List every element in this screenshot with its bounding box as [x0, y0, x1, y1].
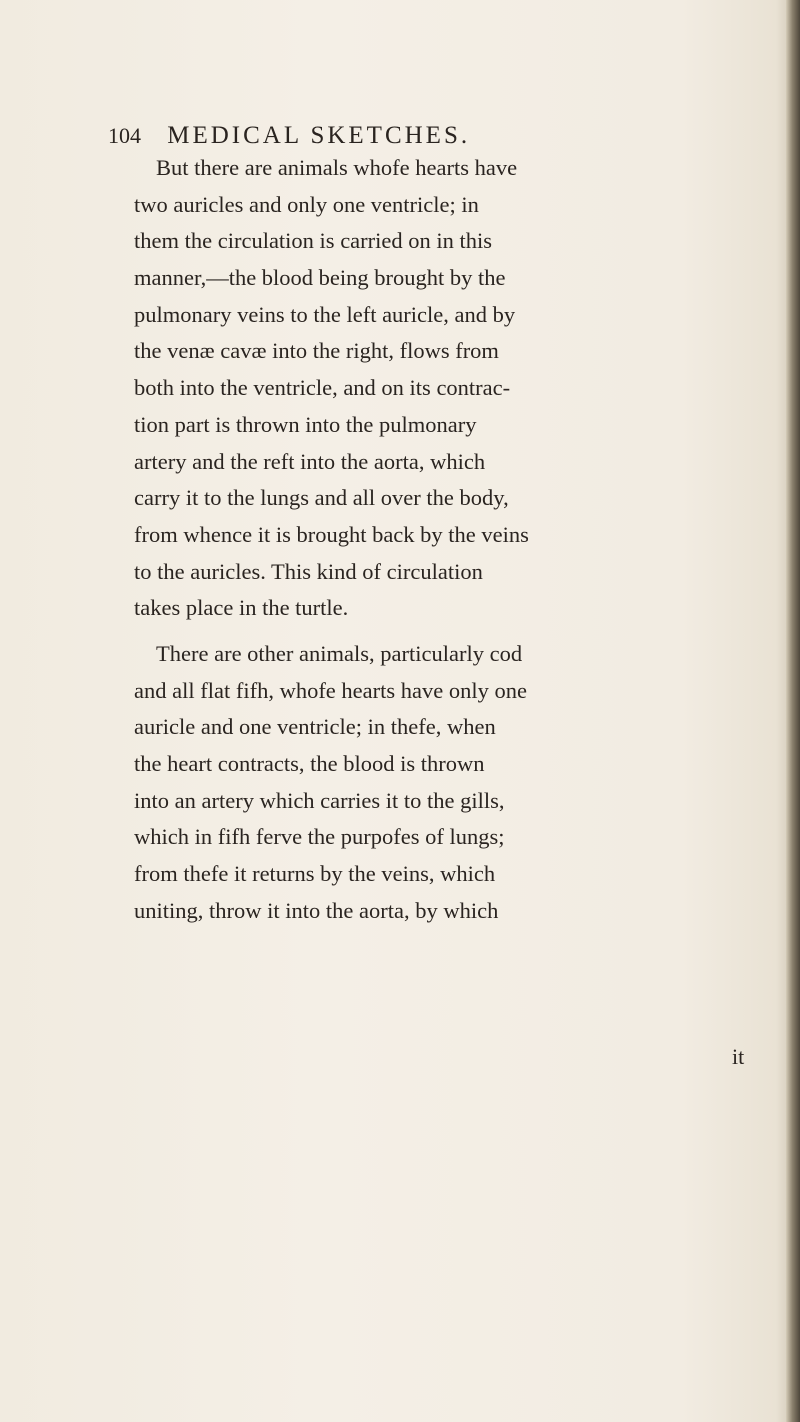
text-line: two auricles and only one ventricle; in [134, 191, 479, 217]
text-line: tion part is thrown into the pulmonary [134, 411, 477, 437]
text-line: manner,—the blood being brought by the [134, 265, 506, 291]
page-number: 104 [108, 123, 141, 148]
text-line: both into the ventricle, and on its contrac- [134, 375, 511, 401]
text-line: into an artery which carries it to the gills, [134, 787, 505, 813]
text-line: uniting, throw it into the aorta, by which [134, 897, 499, 923]
text-line: There are other animals, particularly cod [156, 641, 523, 666]
text-line: takes place in the turtle. [134, 595, 349, 621]
text-line: which in fifh ferve the purpofes of lungs; [134, 824, 505, 850]
text-line: from whence it is brought back by the veins [134, 521, 529, 547]
text-line: the heart contracts, the blood is thrown [134, 751, 485, 777]
text-line: auricle and one ventricle; in thefe, when [134, 714, 496, 740]
text-line: to the auricles. This kind of circulation [134, 558, 483, 584]
text-line: and all flat fifh, whofe hearts have only one [134, 677, 527, 703]
text-line: carry it to the lungs and all over the body, [134, 485, 509, 511]
text-line: from thefe it returns by the veins, which [134, 861, 496, 887]
text-line: But there are animals whofe hearts have [156, 155, 518, 180]
text-line: pulmonary veins to the left auricle, and by [134, 301, 516, 327]
running-head [108, 118, 668, 154]
running-head-title: MEDICAL SKETCHES. [167, 122, 471, 149]
text-line: them the circulation is carried on in this [134, 228, 493, 254]
paragraph [134, 150, 774, 627]
text-line: the venæ cavæ into the right, flows from [134, 338, 499, 364]
text-line: artery and the reft into the aorta, which [134, 448, 486, 474]
paragraph [134, 636, 774, 930]
page-binding-edge [786, 0, 800, 1422]
catchword: it [732, 1044, 745, 1069]
